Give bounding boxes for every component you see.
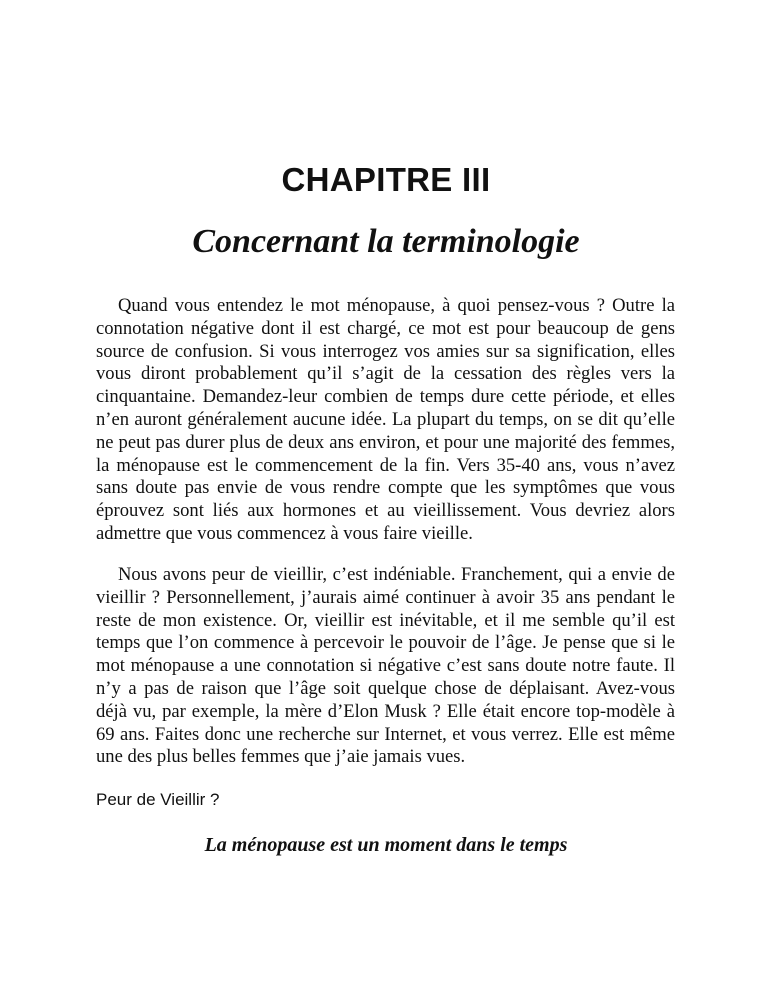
section-label: Peur de Vieillir ? bbox=[96, 790, 220, 809]
chapter-subtitle: Concernant la terminologie bbox=[192, 223, 580, 260]
chapter-title: CHAPITRE III bbox=[281, 161, 491, 198]
body-paragraph: Quand vous entendez le mot ménopause, à quoi pensez-vous ? Outre la connotation négative dont il est chargé, ce mot est pour beaucoup de gens source de confusion. Si vous interrogez vos amies sur sa signification, elles vous diront probablement qu’il s’agit de la cessation des règles vers la cinquantaine. Demandez-leur combien de temps dure cette période, et elles n’en auront généralement aucune idée. La plupart du temps, on se dit qu’elle ne peut pas durer plus de deux ans environ, et pour une majorité des femmes, la ménopause est le commencement de la fin. Vers 35-40 ans, vous n’avez sans doute pas envie de vous rendre compte que les symptômes que vous éprouvez sont liés aux hormones et au vieillissement. Vous devriez alors admettre que vous commencez à vous faire vieille. bbox=[96, 295, 675, 544]
body-paragraph: Nous avons peur de vieillir, c’est indéniable. Franchement, qui a envie de vieillir ? Personnellement, j’aurais aimé continuer à avoir 35 ans pendant le reste de mon existence. Or, vieillir est inévitable, et il me semble qu’il est temps que l’on commence à percevoir le pouvoir de l’âge. Je pense que si le mot ménopause a une connotation si négative c’est sans doute notre faute. Il n’y a pas de raison que l’âge soit quelque chose de déplaisant. Avez-vous déjà vu, par exemple, la mère d’Elon Musk ? Elle était encore top-modèle à 69 ans. Faites donc une recherche sur Internet, et vous verrez. Elle est même une des plus belles femmes que j’aie jamais vues. bbox=[96, 564, 675, 768]
section-heading: La ménopause est un moment dans le temps bbox=[204, 834, 568, 856]
